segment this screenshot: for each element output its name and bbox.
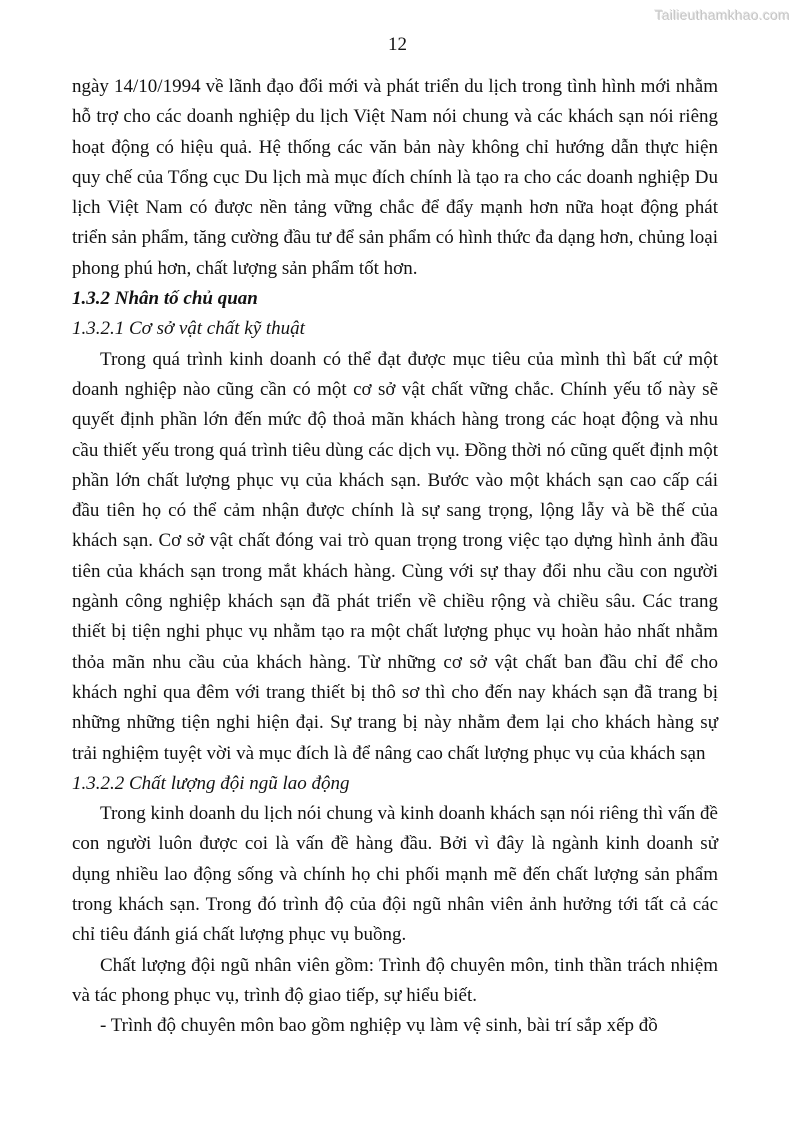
subsection-heading-1-3-2-2: 1.3.2.2 Chất lượng đội ngũ lao động: [72, 772, 350, 794]
paragraph-staff-components: Chất lượng đội ngũ nhân viên gồm: Trình độ chuyên môn, tinh thần trách nhiệm và tác phong phục vụ, trình độ giao tiếp, sự hiểu biết.: [72, 954, 718, 1006]
subsection-heading-1-3-2-1: 1.3.2.1 Cơ sở vật chất kỹ thuật: [72, 318, 305, 340]
watermark-text: Tailieuthamkhao.com: [654, 7, 790, 23]
section-heading-1-3-2: 1.3.2 Nhân tố chủ quan: [72, 288, 258, 310]
page-number: 12: [388, 34, 407, 55]
paragraph-facilities: Trong quá trình kinh doanh có thể đạt được mục tiêu của mình thì bất cứ một doanh nghiệp nào cũng cần có một cơ sở vật chất vững chắc. Chính yếu tố này sẽ quyết định phần lớn đến mức độ thoả mãn khách hàng trong các hoạt động và nhu cầu thiết yếu trong quá trình tiêu dùng các dịch vụ. Đồng thời nó cũng quết định một phần lớn chất lượng phục vụ của khách sạn. Bước vào một khách sạn cao cấp cái đầu tiên họ có thể cảm nhận được chính là sự sang trọng, lộng lẫy và bề thế của khách sạn. Cơ sở vật chất đóng vai trò quan trọng trong việc tạo dựng hình ảnh đầu tiên của khách sạn trong mắt khách hàng. Cùng với sự thay đổi nhu cầu con người ngành công nghiệp khách sạn đã phát triển về chiều rộng và chiều sâu. Các trang thiết bị tiện nghi phục vụ nhằm tạo ra một chất lượng phục vụ hoàn hảo nhất nhằm thỏa mãn nhu cầu của khách hàng. Từ những cơ sở vật chất ban đầu chỉ để cho khách nghỉ qua đêm với trang thiết bị thô sơ thì cho đến nay khách sạn đã trang bị những những tiện nghi hiện đại. Sự trang bị này nhằm đem lại cho khách hàng sự trải nghiệm tuyệt vời và mục đích là để nâng cao chất lượng phục vụ của khách sạn: [72, 348, 718, 764]
page-body: [0, 72, 795, 1042]
paragraph-continuation: ngày 14/10/1994 về lãnh đạo đổi mới và phát triển du lịch trong tình hình mới nhằm hỗ trợ cho các doanh nghiệp du lịch Việt Nam nói chung và các khách sạn nói riêng hoạt động có hiệu quả. Hệ thống các văn bản này không chỉ hướng dẫn thực hiện quy chế của Tổng cục Du lịch mà mục đích chính là tạo ra cho các doanh nghiệp Du lịch Việt Nam có được nền tảng vững chắc để đẩy mạnh hơn nữa hoạt động phát triển sản phẩm, tăng cường đầu tư để sản phẩm có hình thức đa dạng hơn, chủng loại phong phú hơn, chất lượng sản phẩm tốt hơn.: [72, 76, 718, 279]
paragraph-staff-quality: Trong kinh doanh du lịch nói chung và kinh doanh khách sạn nói riêng thì vấn đề con người luôn được coi là vấn đề hàng đầu. Bởi vì đây là ngành kinh doanh sử dụng nhiều lao động sống và chính họ chi phối mạnh mẽ đến chất lượng sản phẩm trong khách sạn. Trong đó trình độ của đội ngũ nhân viên ảnh hưởng tới tất cả các chỉ tiêu đánh giá chất lượng phục vụ buồng.: [72, 803, 718, 946]
paragraph-professional-level: - Trình độ chuyên môn bao gồm nghiệp vụ làm vệ sinh, bài trí sắp xếp đồ: [100, 1015, 658, 1037]
